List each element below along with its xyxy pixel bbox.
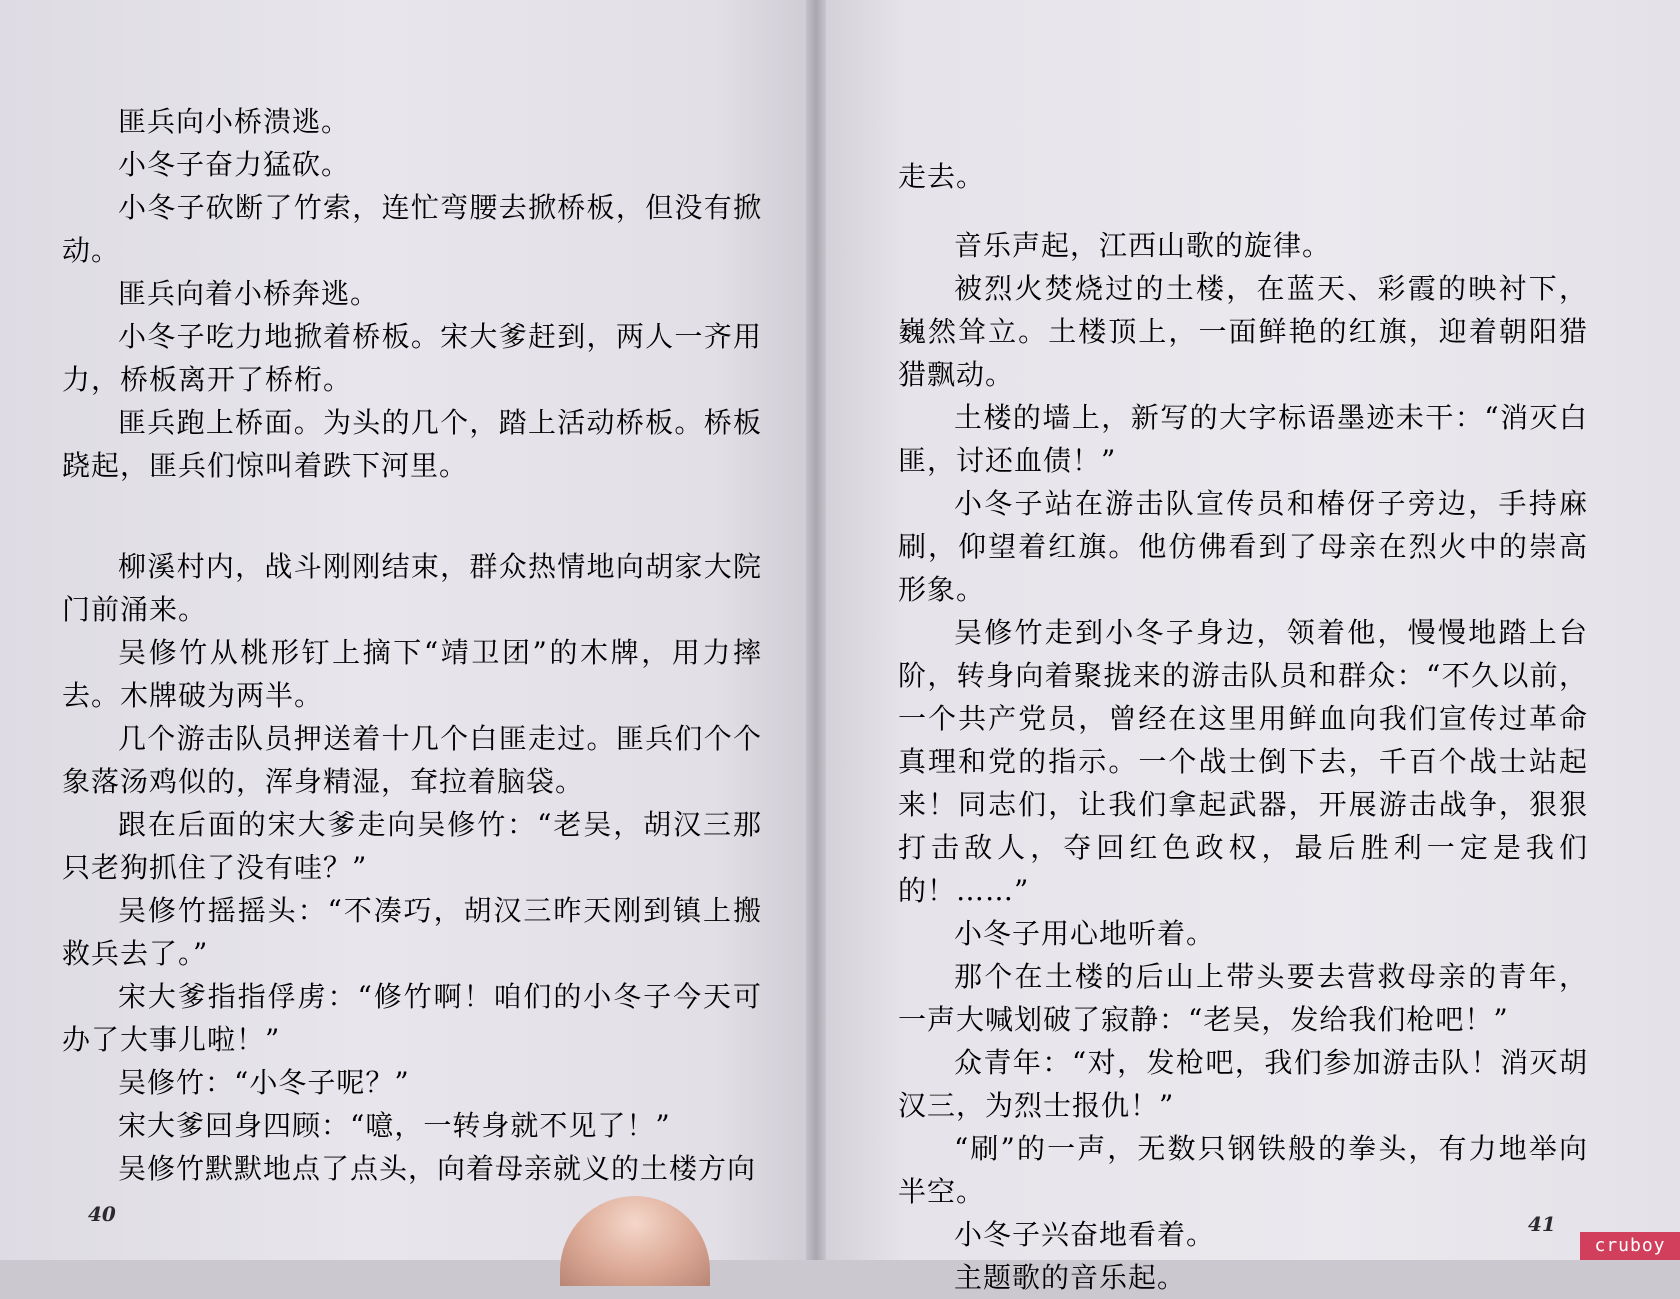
paragraph: 宋大爹指指俘虏：“修竹啊！咱们的小冬子今天可办了大事儿啦！”: [62, 980, 762, 1056]
paragraph: 小冬子砍断了竹索，连忙弯腰去掀桥板，但没有掀动。: [62, 191, 762, 267]
paragraph: 土楼的墙上，新写的大字标语墨迹未干：“消灭白匪，讨还血债！”: [898, 401, 1588, 477]
paragraph: 小冬子兴奋地看着。: [954, 1218, 1216, 1251]
paragraph: 吴修竹走到小冬子身边，领着他，慢慢地踏上台阶，转身向着聚拢来的游击队员和群众：“不久以前，一个共产党员，曾经在这里用鲜血向我们宣传过革命真理和党的指示。一个战士倒下去，千百个战士站起来！同志们，让我们拿起武器，开展游击战争，狠狠打击敌人，夺回红色政权，最后胜利一定是我们的！……”: [898, 616, 1588, 907]
paragraph: 主题歌的音乐起。: [954, 1261, 1187, 1294]
paragraph: 众青年：“对，发枪吧，我们参加游击队！消灭胡汉三，为烈士报仇！”: [898, 1046, 1588, 1122]
page-number-left: 40: [88, 1202, 116, 1226]
paragraph: 音乐声起，江西山歌的旋律。: [954, 229, 1332, 262]
paragraph: 几个游击队员押送着十几个白匪走过。匪兵们个个象落汤鸡似的，浑身精湿，耷拉着脑袋。: [62, 722, 762, 798]
paragraph: 吴修竹摇摇头：“不凑巧，胡汉三昨天刚到镇上搬救兵去了。”: [62, 894, 762, 970]
paragraph: 吴修竹：“小冬子呢？”: [118, 1066, 410, 1099]
paragraph: 柳溪村内，战斗刚刚结束，群众热情地向胡家大院门前涌来。: [62, 550, 762, 626]
paragraph: 宋大爹回身四顾：“噫，一转身就不见了！”: [118, 1109, 671, 1142]
paragraph: 吴修竹默默地点了点头，向着母亲就义的土楼方向: [118, 1152, 757, 1185]
paragraph: 匪兵向着小桥奔逃。: [118, 277, 380, 310]
page-number-right: 41: [1528, 1212, 1556, 1236]
paragraph: 匪兵跑上桥面。为头的几个，踏上活动桥板。桥板跷起，匪兵们惊叫着跌下河里。: [62, 406, 762, 482]
paragraph: 走去。: [898, 160, 986, 193]
paragraph: 小冬子吃力地掀着桥板。宋大爹赶到，两人一齐用力，桥板离开了桥桁。: [62, 320, 762, 396]
paragraph: 那个在土楼的后山上带头要去营救母亲的青年，一声大喊划破了寂静：“老吴，发给我们枪吧！”: [898, 960, 1588, 1036]
paragraph: 小冬子用心地听着。: [954, 917, 1216, 950]
paragraph: 小冬子站在游击队宣传员和椿伢子旁边，手持麻刷，仰望着红旗。他仿佛看到了母亲在烈火中的崇高形象。: [898, 487, 1588, 606]
right-page-text: [898, 155, 1588, 1299]
paragraph: 匪兵向小桥溃逃。: [118, 105, 351, 138]
watermark-label: cruboy: [1580, 1232, 1680, 1260]
paragraph: 被烈火焚烧过的土楼，在蓝天、彩霞的映衬下，巍然耸立。土楼顶上，一面鲜艳的红旗，迎着朝阳猎猎飘动。: [898, 272, 1588, 391]
paragraph: 小冬子奋力猛砍。: [118, 148, 351, 181]
left-page-text: [62, 100, 762, 1190]
paragraph: 跟在后面的宋大爹走向吴修竹：“老吴，胡汉三那只老狗抓住了没有哇？”: [62, 808, 762, 884]
book-gutter: [806, 0, 826, 1260]
paragraph: 吴修竹从桃形钉上摘下“靖卫团”的木牌，用力摔去。木牌破为两半。: [62, 636, 762, 712]
paragraph: “刷”的一声，无数只钢铁般的拳头，有力地举向半空。: [898, 1132, 1588, 1208]
